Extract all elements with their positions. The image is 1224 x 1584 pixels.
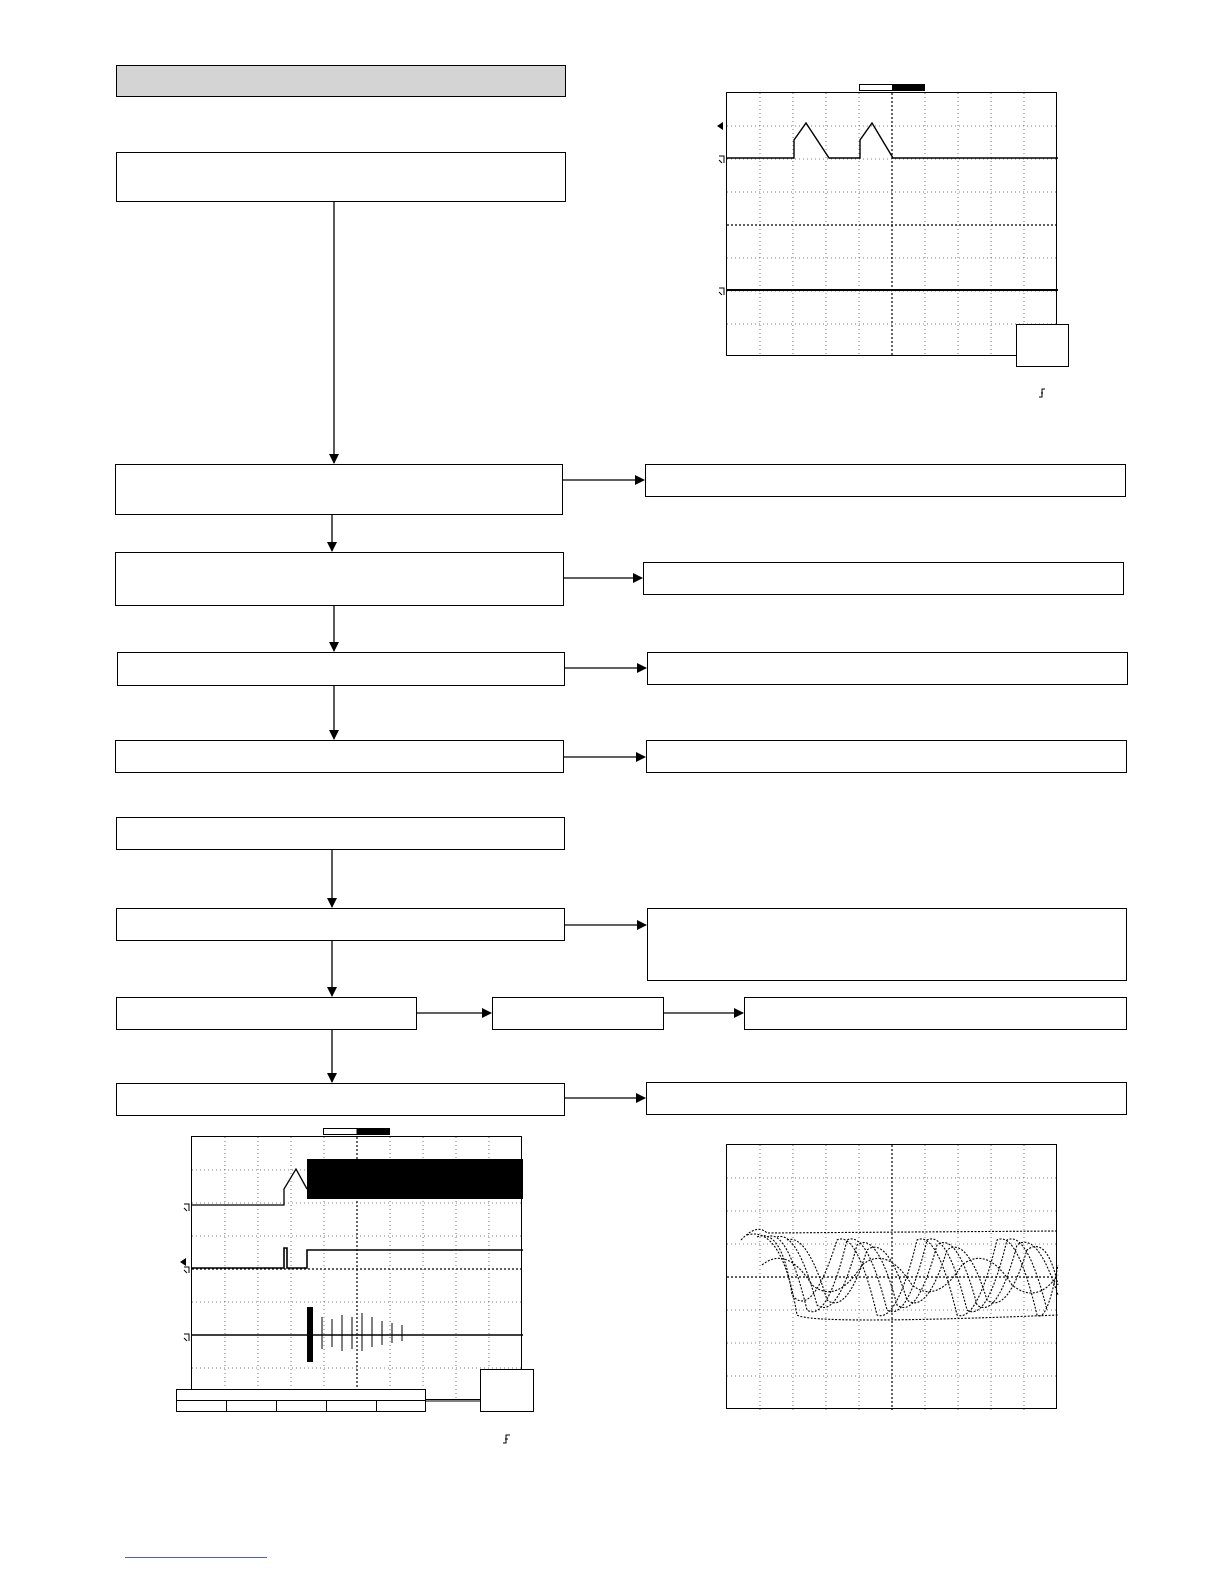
trigger-icon xyxy=(503,1435,510,1443)
channel-marker-icon xyxy=(180,1258,186,1266)
oscilloscope-screen-3-eye-pattern xyxy=(726,1144,1057,1409)
channel-marker-icon xyxy=(184,1204,189,1211)
scope-3-eye-traces xyxy=(741,1229,1058,1320)
scope-3-graph xyxy=(727,1145,1058,1410)
channel-marker-icon xyxy=(184,1334,189,1341)
channel-marker-icon xyxy=(184,1267,189,1273)
footer-link-underline[interactable] xyxy=(125,1557,267,1558)
